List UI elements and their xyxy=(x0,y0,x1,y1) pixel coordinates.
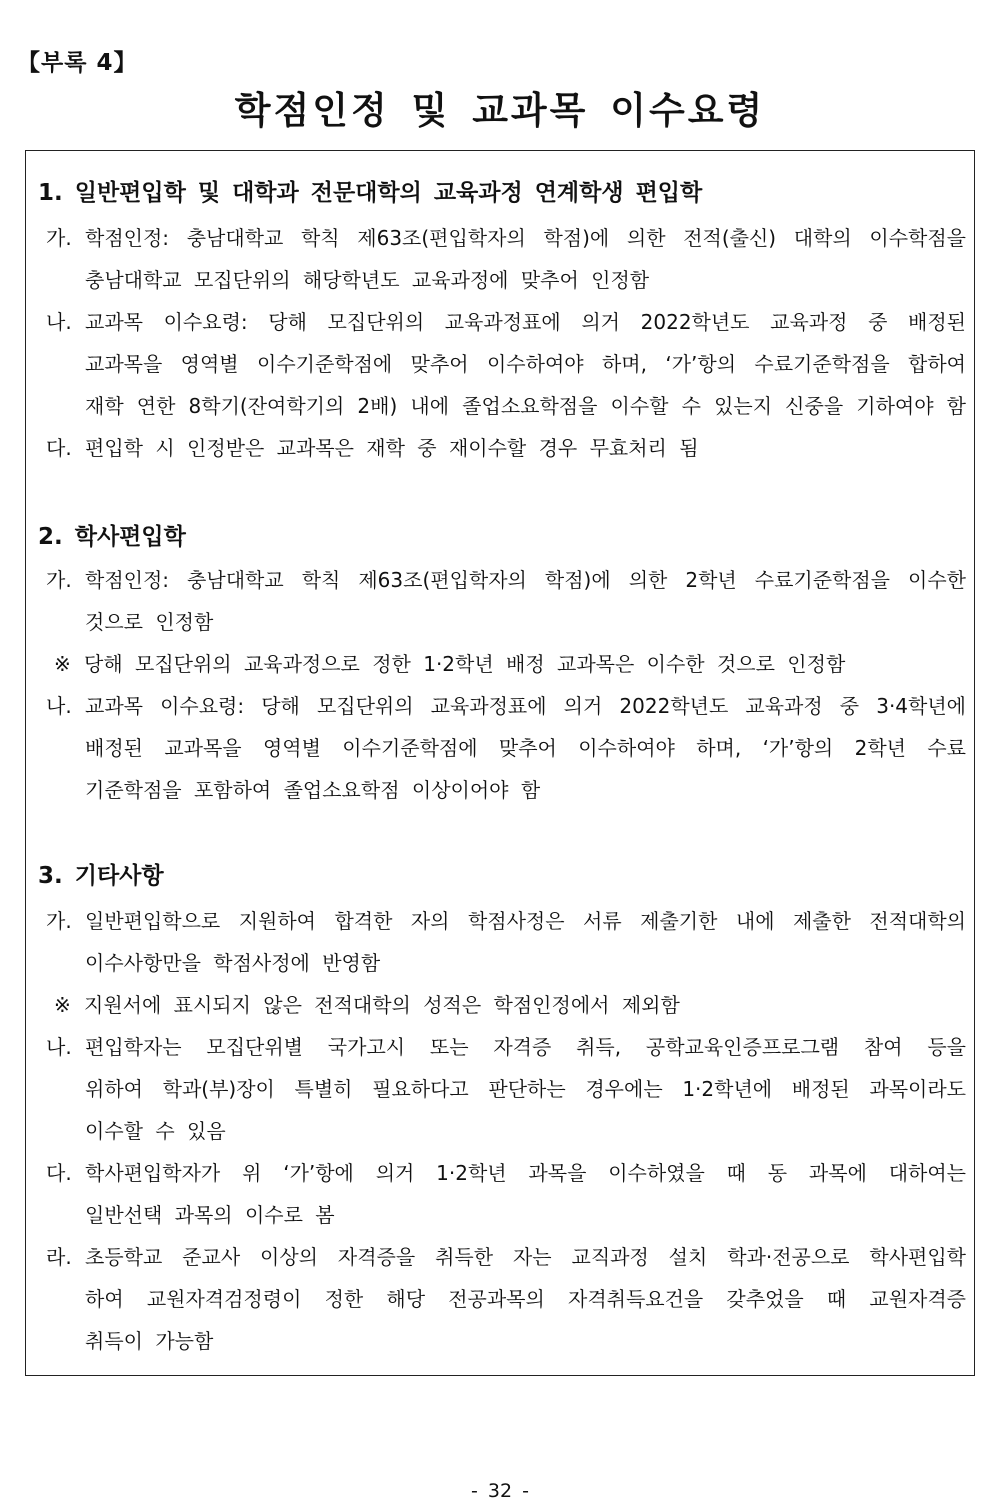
section-3-item-da xyxy=(46,1152,966,1236)
item-line: 재학 연한 8학기(잔여학기의 2배) 내에 졸업소요학점을 이수할 수 있는지 신중을 기하여야 함 xyxy=(85,394,966,418)
section-3-item-na xyxy=(46,1026,966,1152)
note-text: 지원서에 표시되지 않은 전적대학의 성적은 학점인정에서 제외함 xyxy=(84,993,680,1017)
section-3-item-ra xyxy=(46,1236,966,1362)
item-line: 교과목을 영역별 이수기준학점에 맞추어 이수하여야 하며, ‘가’항의 수료기준학점을 합하여 xyxy=(85,352,966,376)
section-2-item-ga xyxy=(46,559,966,643)
note-text: 당해 모집단위의 교육과정으로 정한 1·2학년 배정 교과목은 이수한 것으로 인정함 xyxy=(84,652,846,676)
item-marker: 가. xyxy=(46,226,72,250)
item-line: 위하여 학과(부)장이 특별히 필요하다고 판단하는 경우에는 1·2학년에 배정된 과목이라도 xyxy=(85,1077,966,1101)
item-line: 기준학점을 포함하여 졸업소요학점 이상이어야 함 xyxy=(85,778,541,802)
item-line: 편입학자는 모집단위별 국가고시 또는 자격증 취득, 공학교육인증프로그램 참여 등을 xyxy=(85,1035,966,1059)
page-title: 학점인정 및 교과목 이수요령 xyxy=(234,89,766,132)
item-line: 취득이 가능함 xyxy=(85,1329,214,1353)
item-line: 배정된 교과목을 영역별 이수기준학점에 맞추어 이수하여야 하며, ‘가’항의 2학년 수료 xyxy=(85,736,966,760)
item-line: 학점인정: 충남대학교 학칙 제63조(편입학자의 학점)에 의한 전적(출신) 대학의 이수학점을 xyxy=(85,226,966,250)
item-line: 학점인정: 충남대학교 학칙 제63조(편입학자의 학점)에 의한 2학년 수료기준학점을 이수한 xyxy=(85,568,966,592)
item-line: 교과목 이수요령: 당해 모집단위의 교육과정표에 의거 2022학년도 교육과정 중 3·4학년에 xyxy=(85,694,966,718)
section-1-item-da xyxy=(46,427,966,469)
section-heading-1: 1. 일반편입학 및 대학과 전문대학의 교육과정 연계학생 편입학 xyxy=(38,180,703,206)
item-marker: 라. xyxy=(46,1245,72,1269)
section-1-item-ga xyxy=(46,217,966,301)
item-marker: 가. xyxy=(46,909,72,933)
page-number: - 32 - xyxy=(471,1480,529,1502)
section-3-note xyxy=(54,984,680,1026)
item-line: 이수할 수 있음 xyxy=(85,1119,226,1143)
item-line: 초등학교 준교사 이상의 자격증을 취득한 자는 교직과정 설치 학과·전공으로 학사편입학 xyxy=(85,1245,966,1269)
appendix-label: 【부록 4】 xyxy=(17,50,138,76)
section-2-item-na xyxy=(46,685,966,811)
item-marker: 다. xyxy=(46,1161,72,1185)
item-marker: 다. xyxy=(46,436,72,460)
reference-mark-icon: ※ xyxy=(54,993,71,1017)
item-marker: 나. xyxy=(46,310,72,334)
item-line: 학사편입학자가 위 ‘가’항에 의거 1·2학년 과목을 이수하였을 때 동 과목에 대하여는 xyxy=(85,1161,966,1185)
section-3-item-ga xyxy=(46,900,966,984)
item-marker: 가. xyxy=(46,568,72,592)
item-line: 충남대학교 모집단위의 해당학년도 교육과정에 맞추어 인정함 xyxy=(85,268,650,292)
item-marker: 나. xyxy=(46,694,72,718)
section-heading-2: 2. 학사편입학 xyxy=(38,524,186,550)
item-marker: 나. xyxy=(46,1035,72,1059)
item-line: 하여 교원자격검정령이 정한 해당 전공과목의 자격취득요건을 갖추었을 때 교원자격증 xyxy=(85,1287,966,1311)
item-line: 일반선택 과목의 이수로 봄 xyxy=(85,1203,335,1227)
content-box xyxy=(25,150,975,1376)
reference-mark-icon: ※ xyxy=(54,652,71,676)
section-1-item-na xyxy=(46,301,966,427)
item-line: 것으로 인정함 xyxy=(85,610,214,634)
item-line: 이수사항만을 학점사정에 반영함 xyxy=(85,951,381,975)
section-2-note xyxy=(54,643,845,685)
section-heading-3: 3. 기타사항 xyxy=(38,863,164,889)
item-line: 일반편입학으로 지원하여 합격한 자의 학점사정은 서류 제출기한 내에 제출한 전적대학의 xyxy=(85,909,966,933)
item-line: 교과목 이수요령: 당해 모집단위의 교육과정표에 의거 2022학년도 교육과정 중 배정된 xyxy=(85,310,966,334)
item-line: 편입학 시 인정받은 교과목은 재학 중 재이수할 경우 무효처리 됨 xyxy=(85,436,699,460)
